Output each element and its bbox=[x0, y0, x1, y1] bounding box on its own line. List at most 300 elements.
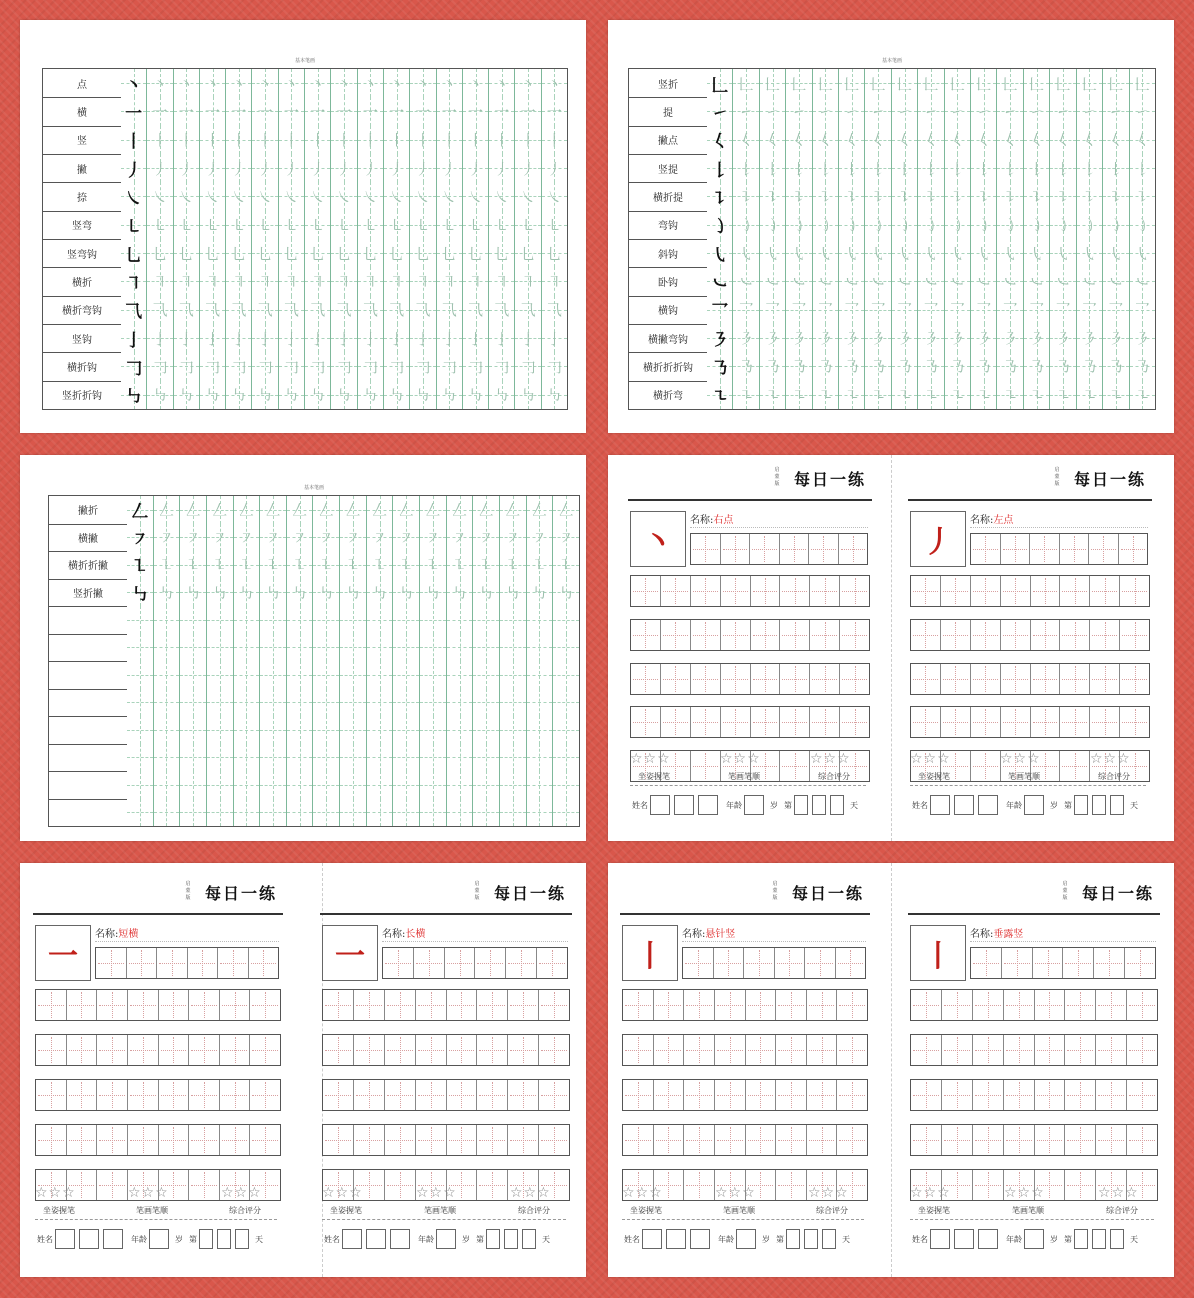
writing-cell[interactable] bbox=[354, 990, 385, 1020]
writing-cell[interactable] bbox=[159, 1035, 190, 1065]
writing-cell[interactable] bbox=[67, 1080, 98, 1110]
writing-grid-row[interactable] bbox=[35, 1034, 281, 1066]
writing-grid-row[interactable] bbox=[630, 663, 870, 695]
writing-cell[interactable] bbox=[971, 664, 1001, 694]
writing-cell[interactable] bbox=[973, 1080, 1004, 1110]
writing-cell[interactable] bbox=[97, 990, 128, 1020]
writing-grid-row[interactable] bbox=[630, 575, 870, 607]
writing-cell[interactable] bbox=[1120, 576, 1149, 606]
name-box[interactable] bbox=[930, 795, 950, 815]
writing-grid-row[interactable] bbox=[322, 1034, 570, 1066]
writing-grid-row[interactable] bbox=[622, 989, 868, 1021]
name-box[interactable] bbox=[366, 1229, 386, 1249]
writing-cell[interactable] bbox=[96, 948, 127, 978]
writing-cell[interactable] bbox=[942, 1035, 973, 1065]
writing-cell[interactable] bbox=[1125, 948, 1155, 978]
writing-cell[interactable] bbox=[1004, 990, 1035, 1020]
writing-cell[interactable] bbox=[67, 990, 98, 1020]
day-box[interactable] bbox=[199, 1229, 213, 1249]
day-box[interactable] bbox=[217, 1229, 231, 1249]
writing-grid-row[interactable] bbox=[622, 1079, 868, 1111]
writing-cell[interactable] bbox=[810, 707, 840, 737]
rating-stars[interactable]: ☆☆☆ bbox=[630, 751, 671, 767]
rating-stars[interactable]: ☆☆☆ bbox=[715, 1185, 756, 1201]
writing-cell[interactable] bbox=[157, 948, 188, 978]
writing-cell[interactable] bbox=[447, 990, 478, 1020]
writing-cell[interactable] bbox=[1090, 664, 1120, 694]
writing-cell[interactable] bbox=[654, 1080, 685, 1110]
writing-cell[interactable] bbox=[97, 1170, 128, 1200]
writing-grid-row[interactable] bbox=[35, 1079, 281, 1111]
writing-cell[interactable] bbox=[751, 664, 781, 694]
rating-stars[interactable]: ☆☆☆ bbox=[810, 751, 851, 767]
writing-cell[interactable] bbox=[1065, 1035, 1096, 1065]
writing-cell[interactable] bbox=[744, 948, 775, 978]
writing-cell[interactable] bbox=[1031, 620, 1061, 650]
writing-cell[interactable] bbox=[477, 1035, 508, 1065]
writing-cell[interactable] bbox=[385, 1080, 416, 1110]
writing-cell[interactable] bbox=[127, 948, 158, 978]
writing-cell[interactable] bbox=[746, 990, 777, 1020]
writing-cell[interactable] bbox=[383, 948, 414, 978]
writing-cell[interactable] bbox=[1031, 576, 1061, 606]
writing-grid-row[interactable] bbox=[970, 533, 1148, 565]
age-box[interactable] bbox=[436, 1229, 456, 1249]
writing-cell[interactable] bbox=[971, 707, 1001, 737]
writing-cell[interactable] bbox=[354, 1035, 385, 1065]
writing-cell[interactable] bbox=[477, 1125, 508, 1155]
writing-cell[interactable] bbox=[539, 1035, 569, 1065]
writing-cell[interactable] bbox=[836, 948, 866, 978]
day-box[interactable] bbox=[830, 795, 844, 815]
name-box[interactable] bbox=[642, 1229, 662, 1249]
writing-grid-row[interactable] bbox=[682, 947, 866, 979]
writing-grid-row[interactable] bbox=[95, 947, 279, 979]
writing-grid-row[interactable] bbox=[322, 1124, 570, 1156]
writing-cell[interactable] bbox=[776, 1035, 807, 1065]
rating-stars[interactable]: ☆☆☆ bbox=[510, 1185, 551, 1201]
writing-cell[interactable] bbox=[416, 1080, 447, 1110]
writing-cell[interactable] bbox=[1031, 664, 1061, 694]
writing-cell[interactable] bbox=[1120, 707, 1149, 737]
writing-cell[interactable] bbox=[942, 1080, 973, 1110]
name-box[interactable] bbox=[954, 1229, 974, 1249]
writing-grid-row[interactable] bbox=[382, 947, 568, 979]
writing-cell[interactable] bbox=[508, 1035, 539, 1065]
name-box[interactable] bbox=[342, 1229, 362, 1249]
writing-cell[interactable] bbox=[840, 620, 869, 650]
day-box[interactable] bbox=[1092, 795, 1106, 815]
writing-cell[interactable] bbox=[810, 620, 840, 650]
writing-cell[interactable] bbox=[1090, 576, 1120, 606]
rating-stars[interactable]: ☆☆☆ bbox=[1090, 751, 1131, 767]
writing-cell[interactable] bbox=[188, 948, 219, 978]
writing-cell[interactable] bbox=[447, 1080, 478, 1110]
writing-cell[interactable] bbox=[385, 1125, 416, 1155]
writing-cell[interactable] bbox=[1060, 576, 1090, 606]
name-box[interactable] bbox=[674, 795, 694, 815]
name-box[interactable] bbox=[978, 1229, 998, 1249]
writing-cell[interactable] bbox=[714, 948, 745, 978]
writing-cell[interactable] bbox=[1035, 1125, 1066, 1155]
rating-stars[interactable]: ☆☆☆ bbox=[622, 1185, 663, 1201]
writing-cell[interactable] bbox=[691, 620, 721, 650]
writing-cell[interactable] bbox=[128, 1080, 159, 1110]
writing-cell[interactable] bbox=[661, 620, 691, 650]
writing-grid-row[interactable] bbox=[910, 663, 1150, 695]
writing-cell[interactable] bbox=[1004, 1080, 1035, 1110]
writing-cell[interactable] bbox=[1004, 1125, 1035, 1155]
writing-cell[interactable] bbox=[159, 1125, 190, 1155]
rating-stars[interactable]: ☆☆☆ bbox=[1000, 751, 1041, 767]
writing-cell[interactable] bbox=[128, 1125, 159, 1155]
writing-cell[interactable] bbox=[807, 1080, 838, 1110]
writing-cell[interactable] bbox=[97, 1035, 128, 1065]
writing-cell[interactable] bbox=[839, 534, 868, 564]
writing-cell[interactable] bbox=[250, 1035, 280, 1065]
writing-cell[interactable] bbox=[128, 990, 159, 1020]
writing-cell[interactable] bbox=[1035, 990, 1066, 1020]
writing-grid-row[interactable] bbox=[322, 989, 570, 1021]
rating-stars[interactable]: ☆☆☆ bbox=[910, 1185, 951, 1201]
writing-cell[interactable] bbox=[414, 948, 445, 978]
name-box[interactable] bbox=[978, 795, 998, 815]
writing-cell[interactable] bbox=[1096, 1125, 1127, 1155]
rating-stars[interactable]: ☆☆☆ bbox=[322, 1185, 363, 1201]
writing-cell[interactable] bbox=[385, 990, 416, 1020]
writing-cell[interactable] bbox=[250, 990, 280, 1020]
writing-cell[interactable] bbox=[1063, 948, 1094, 978]
writing-cell[interactable] bbox=[941, 664, 971, 694]
name-box[interactable] bbox=[103, 1229, 123, 1249]
writing-cell[interactable] bbox=[654, 1125, 685, 1155]
writing-cell[interactable] bbox=[911, 620, 941, 650]
writing-cell[interactable] bbox=[623, 990, 654, 1020]
rating-stars[interactable]: ☆☆☆ bbox=[35, 1185, 76, 1201]
writing-cell[interactable] bbox=[715, 1125, 746, 1155]
writing-cell[interactable] bbox=[385, 1170, 416, 1200]
writing-cell[interactable] bbox=[746, 1035, 777, 1065]
rating-stars[interactable]: ☆☆☆ bbox=[910, 751, 951, 767]
writing-grid-row[interactable] bbox=[910, 1124, 1158, 1156]
writing-cell[interactable] bbox=[1001, 534, 1031, 564]
writing-cell[interactable] bbox=[837, 1080, 867, 1110]
writing-cell[interactable] bbox=[780, 576, 810, 606]
writing-cell[interactable] bbox=[1090, 620, 1120, 650]
writing-cell[interactable] bbox=[189, 1125, 220, 1155]
name-box[interactable] bbox=[390, 1229, 410, 1249]
name-box[interactable] bbox=[954, 795, 974, 815]
writing-cell[interactable] bbox=[220, 1035, 251, 1065]
writing-cell[interactable] bbox=[691, 707, 721, 737]
writing-cell[interactable] bbox=[128, 1035, 159, 1065]
name-box[interactable] bbox=[55, 1229, 75, 1249]
writing-cell[interactable] bbox=[1065, 990, 1096, 1020]
writing-cell[interactable] bbox=[445, 948, 476, 978]
writing-cell[interactable] bbox=[250, 1125, 280, 1155]
writing-cell[interactable] bbox=[1060, 707, 1090, 737]
writing-cell[interactable] bbox=[506, 948, 537, 978]
writing-cell[interactable] bbox=[159, 1080, 190, 1110]
rating-stars[interactable]: ☆☆☆ bbox=[720, 751, 761, 767]
writing-cell[interactable] bbox=[721, 664, 751, 694]
writing-cell[interactable] bbox=[1001, 576, 1031, 606]
writing-cell[interactable] bbox=[354, 1125, 385, 1155]
writing-cell[interactable] bbox=[654, 1035, 685, 1065]
writing-cell[interactable] bbox=[1089, 534, 1119, 564]
name-box[interactable] bbox=[698, 795, 718, 815]
writing-cell[interactable] bbox=[721, 707, 751, 737]
writing-cell[interactable] bbox=[807, 1035, 838, 1065]
writing-cell[interactable] bbox=[416, 990, 447, 1020]
writing-cell[interactable] bbox=[447, 1035, 478, 1065]
writing-grid-row[interactable] bbox=[910, 575, 1150, 607]
writing-cell[interactable] bbox=[751, 576, 781, 606]
writing-cell[interactable] bbox=[971, 948, 1002, 978]
day-box[interactable] bbox=[794, 795, 808, 815]
day-box[interactable] bbox=[522, 1229, 536, 1249]
writing-grid-row[interactable] bbox=[970, 947, 1156, 979]
writing-cell[interactable] bbox=[539, 1080, 569, 1110]
writing-cell[interactable] bbox=[1120, 664, 1149, 694]
writing-cell[interactable] bbox=[1065, 1080, 1096, 1110]
age-box[interactable] bbox=[736, 1229, 756, 1249]
writing-cell[interactable] bbox=[751, 707, 781, 737]
day-box[interactable] bbox=[1074, 795, 1088, 815]
writing-cell[interactable] bbox=[36, 1080, 67, 1110]
writing-cell[interactable] bbox=[971, 620, 1001, 650]
writing-cell[interactable] bbox=[447, 1125, 478, 1155]
writing-cell[interactable] bbox=[97, 1080, 128, 1110]
writing-cell[interactable] bbox=[631, 707, 661, 737]
writing-cell[interactable] bbox=[837, 1035, 867, 1065]
writing-cell[interactable] bbox=[36, 1035, 67, 1065]
writing-cell[interactable] bbox=[684, 990, 715, 1020]
writing-cell[interactable] bbox=[840, 576, 869, 606]
writing-grid-row[interactable] bbox=[322, 1079, 570, 1111]
writing-cell[interactable] bbox=[623, 1035, 654, 1065]
writing-cell[interactable] bbox=[477, 990, 508, 1020]
writing-grid-row[interactable] bbox=[622, 1034, 868, 1066]
writing-cell[interactable] bbox=[477, 1080, 508, 1110]
writing-cell[interactable] bbox=[323, 1125, 354, 1155]
writing-cell[interactable] bbox=[416, 1125, 447, 1155]
writing-cell[interactable] bbox=[661, 707, 691, 737]
name-box[interactable] bbox=[666, 1229, 686, 1249]
day-box[interactable] bbox=[1110, 795, 1124, 815]
writing-cell[interactable] bbox=[837, 990, 867, 1020]
writing-cell[interactable] bbox=[1001, 707, 1031, 737]
writing-cell[interactable] bbox=[911, 1080, 942, 1110]
writing-cell[interactable] bbox=[746, 1080, 777, 1110]
writing-cell[interactable] bbox=[780, 534, 810, 564]
writing-cell[interactable] bbox=[971, 534, 1001, 564]
writing-cell[interactable] bbox=[623, 1125, 654, 1155]
writing-cell[interactable] bbox=[1035, 1080, 1066, 1110]
writing-cell[interactable] bbox=[780, 664, 810, 694]
writing-cell[interactable] bbox=[323, 1035, 354, 1065]
writing-cell[interactable] bbox=[218, 948, 249, 978]
writing-grid-row[interactable] bbox=[910, 619, 1150, 651]
writing-grid-row[interactable] bbox=[35, 1124, 281, 1156]
writing-cell[interactable] bbox=[691, 664, 721, 694]
writing-cell[interactable] bbox=[809, 534, 839, 564]
day-box[interactable] bbox=[812, 795, 826, 815]
writing-cell[interactable] bbox=[36, 1125, 67, 1155]
writing-cell[interactable] bbox=[1094, 948, 1125, 978]
writing-cell[interactable] bbox=[780, 751, 810, 781]
writing-cell[interactable] bbox=[691, 534, 721, 564]
writing-cell[interactable] bbox=[776, 1080, 807, 1110]
rating-stars[interactable]: ☆☆☆ bbox=[221, 1185, 262, 1201]
writing-cell[interactable] bbox=[1060, 620, 1090, 650]
writing-cell[interactable] bbox=[1060, 664, 1090, 694]
writing-cell[interactable] bbox=[1096, 990, 1127, 1020]
name-box[interactable] bbox=[690, 1229, 710, 1249]
writing-cell[interactable] bbox=[973, 1170, 1004, 1200]
writing-cell[interactable] bbox=[807, 1125, 838, 1155]
writing-cell[interactable] bbox=[354, 1080, 385, 1110]
writing-grid-row[interactable] bbox=[622, 1124, 868, 1156]
writing-cell[interactable] bbox=[911, 1125, 942, 1155]
writing-cell[interactable] bbox=[1033, 948, 1064, 978]
name-box[interactable] bbox=[650, 795, 670, 815]
writing-cell[interactable] bbox=[1127, 1125, 1157, 1155]
writing-cell[interactable] bbox=[750, 534, 780, 564]
writing-cell[interactable] bbox=[508, 1125, 539, 1155]
writing-cell[interactable] bbox=[1001, 620, 1031, 650]
writing-cell[interactable] bbox=[1031, 707, 1061, 737]
age-box[interactable] bbox=[744, 795, 764, 815]
day-box[interactable] bbox=[486, 1229, 500, 1249]
writing-grid-row[interactable] bbox=[910, 1034, 1158, 1066]
day-box[interactable] bbox=[786, 1229, 800, 1249]
writing-cell[interactable] bbox=[661, 576, 691, 606]
writing-cell[interactable] bbox=[623, 1080, 654, 1110]
writing-cell[interactable] bbox=[721, 620, 751, 650]
writing-cell[interactable] bbox=[537, 948, 567, 978]
writing-cell[interactable] bbox=[539, 1125, 569, 1155]
writing-grid-row[interactable] bbox=[690, 533, 868, 565]
writing-cell[interactable] bbox=[941, 707, 971, 737]
writing-cell[interactable] bbox=[941, 620, 971, 650]
writing-cell[interactable] bbox=[1004, 1035, 1035, 1065]
writing-cell[interactable] bbox=[775, 948, 806, 978]
writing-cell[interactable] bbox=[973, 1035, 1004, 1065]
writing-cell[interactable] bbox=[1127, 990, 1157, 1020]
writing-cell[interactable] bbox=[683, 948, 714, 978]
day-box[interactable] bbox=[1110, 1229, 1124, 1249]
writing-cell[interactable] bbox=[780, 620, 810, 650]
writing-cell[interactable] bbox=[1030, 534, 1060, 564]
rating-stars[interactable]: ☆☆☆ bbox=[1004, 1185, 1045, 1201]
writing-cell[interactable] bbox=[691, 751, 721, 781]
writing-cell[interactable] bbox=[715, 990, 746, 1020]
writing-cell[interactable] bbox=[810, 664, 840, 694]
writing-cell[interactable] bbox=[721, 576, 751, 606]
writing-cell[interactable] bbox=[911, 576, 941, 606]
writing-cell[interactable] bbox=[807, 990, 838, 1020]
day-box[interactable] bbox=[235, 1229, 249, 1249]
writing-cell[interactable] bbox=[840, 664, 869, 694]
age-box[interactable] bbox=[149, 1229, 169, 1249]
writing-cell[interactable] bbox=[189, 990, 220, 1020]
writing-cell[interactable] bbox=[721, 534, 751, 564]
writing-cell[interactable] bbox=[475, 948, 506, 978]
writing-grid-row[interactable] bbox=[630, 706, 870, 738]
writing-cell[interactable] bbox=[911, 990, 942, 1020]
writing-cell[interactable] bbox=[249, 948, 279, 978]
day-box[interactable] bbox=[1092, 1229, 1106, 1249]
writing-cell[interactable] bbox=[941, 576, 971, 606]
writing-grid-row[interactable] bbox=[35, 989, 281, 1021]
writing-cell[interactable] bbox=[911, 707, 941, 737]
writing-cell[interactable] bbox=[776, 1125, 807, 1155]
writing-cell[interactable] bbox=[715, 1035, 746, 1065]
rating-stars[interactable]: ☆☆☆ bbox=[808, 1185, 849, 1201]
writing-cell[interactable] bbox=[1001, 664, 1031, 694]
writing-cell[interactable] bbox=[189, 1170, 220, 1200]
writing-cell[interactable] bbox=[942, 990, 973, 1020]
writing-cell[interactable] bbox=[1060, 751, 1090, 781]
writing-cell[interactable] bbox=[477, 1170, 508, 1200]
writing-cell[interactable] bbox=[654, 990, 685, 1020]
writing-cell[interactable] bbox=[715, 1080, 746, 1110]
writing-cell[interactable] bbox=[631, 664, 661, 694]
writing-cell[interactable] bbox=[1060, 534, 1090, 564]
day-box[interactable] bbox=[1074, 1229, 1088, 1249]
writing-cell[interactable] bbox=[631, 620, 661, 650]
writing-cell[interactable] bbox=[1090, 707, 1120, 737]
writing-cell[interactable] bbox=[691, 576, 721, 606]
writing-cell[interactable] bbox=[189, 1035, 220, 1065]
writing-grid-row[interactable] bbox=[910, 1079, 1158, 1111]
rating-stars[interactable]: ☆☆☆ bbox=[128, 1185, 169, 1201]
writing-cell[interactable] bbox=[780, 707, 810, 737]
writing-cell[interactable] bbox=[911, 1035, 942, 1065]
writing-cell[interactable] bbox=[971, 751, 1001, 781]
writing-cell[interactable] bbox=[508, 990, 539, 1020]
writing-cell[interactable] bbox=[1096, 1080, 1127, 1110]
writing-cell[interactable] bbox=[1065, 1170, 1096, 1200]
writing-cell[interactable] bbox=[1119, 534, 1148, 564]
writing-cell[interactable] bbox=[1127, 1035, 1157, 1065]
writing-grid-row[interactable] bbox=[910, 989, 1158, 1021]
writing-cell[interactable] bbox=[1002, 948, 1033, 978]
writing-cell[interactable] bbox=[837, 1125, 867, 1155]
writing-cell[interactable] bbox=[776, 990, 807, 1020]
writing-cell[interactable] bbox=[1127, 1080, 1157, 1110]
writing-cell[interactable] bbox=[189, 1080, 220, 1110]
writing-cell[interactable] bbox=[1065, 1125, 1096, 1155]
writing-cell[interactable] bbox=[810, 576, 840, 606]
writing-cell[interactable] bbox=[840, 707, 869, 737]
name-box[interactable] bbox=[930, 1229, 950, 1249]
writing-cell[interactable] bbox=[631, 576, 661, 606]
writing-cell[interactable] bbox=[159, 990, 190, 1020]
writing-cell[interactable] bbox=[973, 990, 1004, 1020]
writing-cell[interactable] bbox=[220, 990, 251, 1020]
writing-cell[interactable] bbox=[973, 1125, 1004, 1155]
writing-cell[interactable] bbox=[971, 576, 1001, 606]
writing-cell[interactable] bbox=[220, 1080, 251, 1110]
writing-cell[interactable] bbox=[385, 1035, 416, 1065]
writing-cell[interactable] bbox=[250, 1080, 280, 1110]
writing-grid-row[interactable] bbox=[910, 706, 1150, 738]
name-box[interactable] bbox=[79, 1229, 99, 1249]
age-box[interactable] bbox=[1024, 795, 1044, 815]
writing-cell[interactable] bbox=[684, 1170, 715, 1200]
